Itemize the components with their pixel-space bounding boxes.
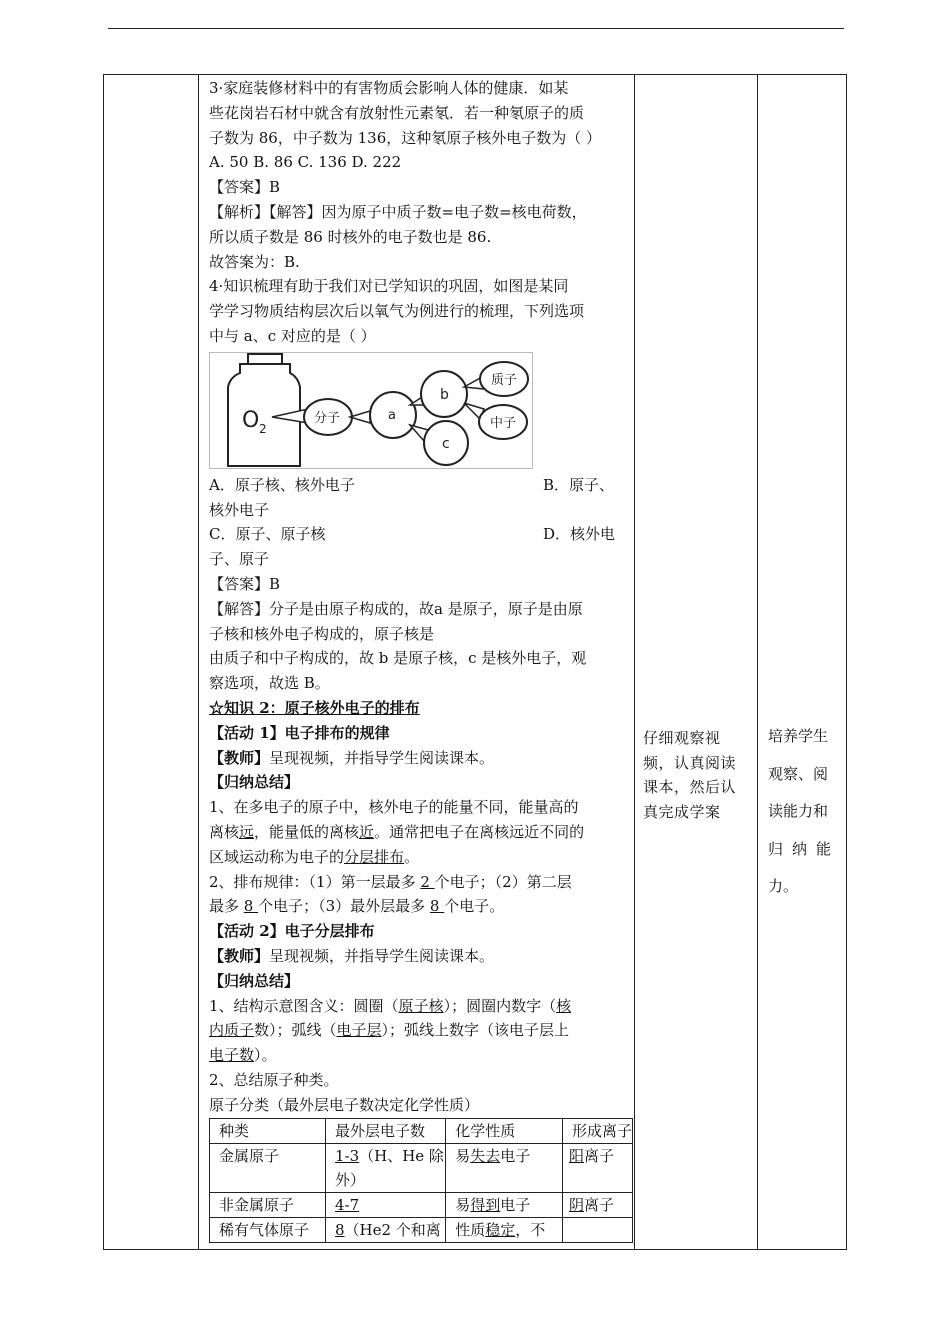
q3-answer: 【答案】B xyxy=(209,178,281,197)
teacher-tag: 【教师】 xyxy=(209,748,270,767)
table-row xyxy=(210,1218,633,1243)
text-run: 电子 xyxy=(500,1196,531,1215)
atom-types-intro: 2、总结原子种类。 xyxy=(209,1070,339,1089)
summary-heading xyxy=(209,770,633,795)
table-cell: 非金属原子 xyxy=(210,1193,326,1218)
q4-text: 学学习物质结构层次后以氧气为例进行的梳理，下列选项 xyxy=(209,302,585,321)
q4-solution: 【解答】分子是由原子构成的，故a 是原子，原子是由原 xyxy=(209,599,583,618)
blank-answer: 阳 xyxy=(568,1147,584,1166)
teaching-content xyxy=(209,76,633,1243)
blank-answer: 阴 xyxy=(568,1196,584,1215)
blank-answer: 稳定 xyxy=(485,1221,516,1240)
q4-answer: 【答案】B xyxy=(209,574,281,593)
q4-option-d: D．核外电 xyxy=(543,525,616,544)
column-divider xyxy=(634,74,635,1250)
table-cell xyxy=(562,1218,632,1243)
text-run: 。 xyxy=(404,847,420,866)
table-header-row xyxy=(210,1119,633,1144)
rule-text xyxy=(209,894,633,919)
table-cell: 稀有气体原子 xyxy=(210,1218,326,1243)
table-cell: 金属原子 xyxy=(210,1144,326,1193)
teacher-note xyxy=(209,944,633,969)
label-a: a xyxy=(388,407,396,423)
rule-text xyxy=(209,820,633,845)
design-intent-column xyxy=(768,718,840,906)
design-intent-line: 培养学生 xyxy=(768,727,829,745)
blank-answer: 电子层 xyxy=(336,1021,382,1040)
text-run: ）；圆圈内数字（ xyxy=(443,996,557,1015)
blank-answer: 原子核 xyxy=(398,996,444,1015)
text-run: （H、He 除 xyxy=(359,1147,444,1166)
blank-answer: 4-7 xyxy=(334,1196,360,1215)
rule-text: 1、在多电子的原子中，核外电子的能量不同，能量高的 xyxy=(209,798,579,817)
blank-answer: 8 xyxy=(243,897,259,916)
q3-text: 些花岗岩石材中就含有放射性元素氡．若一种氡原子的质 xyxy=(209,103,585,122)
diagram-meaning xyxy=(209,1043,633,1068)
blank-answer: 2 xyxy=(420,872,435,891)
column-divider xyxy=(757,74,758,1250)
table-row xyxy=(210,1193,633,1218)
text-run: 最多 xyxy=(209,897,244,916)
text-run: 个电子；（3）最外层最多 xyxy=(258,897,430,916)
column-divider xyxy=(198,74,199,1250)
q4-option-d-cont: 子、原子 xyxy=(209,550,270,569)
activity-2-title xyxy=(209,919,633,944)
column-header: 最外层电子数 xyxy=(325,1119,445,1144)
structure-drawing xyxy=(210,353,532,468)
blank-answer: 1-3 xyxy=(334,1147,360,1166)
activity-1-heading: 【活动 1】电子排布的规律 xyxy=(209,723,390,742)
q4-options-row xyxy=(209,522,633,547)
blank-answer: 失去 xyxy=(470,1147,501,1166)
label-c: c xyxy=(442,435,450,452)
q3-conclusion: 故答案为：B. xyxy=(209,252,300,271)
diagram-meaning xyxy=(209,1018,633,1043)
table-cell xyxy=(562,1144,632,1193)
table-cell xyxy=(446,1193,563,1218)
table-cell xyxy=(446,1218,563,1243)
q4-text: 4·知识梳理有助于我们对已学知识的巩固，如图是某同 xyxy=(209,277,569,296)
text-run: 1、结构示意图含义：圆圈（ xyxy=(209,996,399,1015)
q3-text: 子数为 86，中子数为 136，这种氡原子核外电子数为（ ） xyxy=(209,128,602,147)
atom-classification-caption: 原子分类（最外层电子数决定化学性质） xyxy=(209,1095,480,1114)
text-run: 离子 xyxy=(583,1147,614,1166)
header-rule xyxy=(108,28,844,29)
text-run: 数）；弧线（ xyxy=(254,1021,337,1040)
q4-option-a: A．原子核、核外电子 xyxy=(209,475,355,494)
summary-heading xyxy=(209,969,633,994)
design-intent-line: 归纳能 xyxy=(768,839,841,858)
q3-options: A. 50 B. 86 C. 136 D. 222 xyxy=(209,153,402,172)
q4-option-c: C．原子、原子核 xyxy=(209,525,326,544)
atom-classification-table xyxy=(209,1118,633,1243)
label-b: b xyxy=(440,386,449,403)
table-cell xyxy=(325,1144,445,1193)
text-run: 外） xyxy=(334,1171,365,1190)
text-run: ）。 xyxy=(254,1046,277,1065)
bottle-label: O xyxy=(242,407,260,433)
student-activity-line: 真完成学案 xyxy=(643,802,721,821)
student-activity-line: 频，认真阅读 xyxy=(643,753,737,772)
text-run: 个电子；（2）第二层 xyxy=(434,872,572,891)
q4-solution: 察选项，故选 B。 xyxy=(209,674,330,693)
blank-answer: 8 xyxy=(429,897,445,916)
text-run: ，能量低的离核 xyxy=(254,822,360,841)
design-intent-line: 力。 xyxy=(768,877,799,895)
text-run: 易 xyxy=(455,1147,471,1166)
student-activity-line: 课本，然后认 xyxy=(643,778,737,796)
connector xyxy=(272,409,308,423)
blank-answer: 电子数 xyxy=(209,1046,255,1065)
text-run: 个电子。 xyxy=(444,897,505,916)
teacher-text: 呈现视频，并指导学生阅读课本。 xyxy=(269,946,495,965)
q4-option-b-cont: 核外电子 xyxy=(209,500,270,519)
table-cell xyxy=(446,1144,563,1193)
knowledge-2-heading: ☆知识 2：原子核外电子的排布 xyxy=(209,698,420,717)
text-run: 性质 xyxy=(455,1221,486,1240)
q4-options-row xyxy=(209,473,633,498)
activity-1-title xyxy=(209,721,633,746)
summary-tag: 【归纳总结】 xyxy=(209,971,300,990)
blank-answer: 内质子 xyxy=(209,1021,255,1040)
blank-answer: 远 xyxy=(239,822,255,841)
column-header: 种类 xyxy=(210,1119,326,1144)
q4-text: 中与 a、c 对应的是（ ） xyxy=(209,326,376,345)
rule-text xyxy=(209,870,633,895)
design-intent-line: 读能力和 xyxy=(768,802,829,820)
table-cell xyxy=(562,1193,632,1218)
teacher-text: 呈现视频，并指导学生阅读课本。 xyxy=(269,748,495,767)
connector xyxy=(350,411,370,423)
text-run: ，不 xyxy=(515,1221,546,1240)
text-run: 区域运动称为电子的 xyxy=(209,847,345,866)
blank-answer: 分层排布 xyxy=(344,847,405,866)
summary-tag: 【归纳总结】 xyxy=(209,773,300,792)
text-run: 2、排布规律：（1）第一层最多 xyxy=(209,872,421,891)
text-run: 易 xyxy=(455,1196,471,1215)
text-run: 离子 xyxy=(583,1196,614,1215)
activity-2-heading: 【活动 2】电子分层排布 xyxy=(209,922,375,941)
text-run: ）；弧线上数字（该电子层上 xyxy=(381,1021,570,1040)
student-activity-line: 仔细观察视 xyxy=(643,729,721,747)
blank-answer: 核 xyxy=(556,996,572,1015)
blank-answer: 近 xyxy=(359,822,375,841)
table-cell xyxy=(325,1218,445,1243)
oxygen-structure-diagram xyxy=(209,352,533,469)
text-run: （He2 个和离 xyxy=(344,1221,441,1240)
q3-analysis: 所以质子数是 86 时核外的电子数也是 86. xyxy=(209,227,492,246)
proton-label: 质子 xyxy=(491,372,518,388)
column-header: 化学性质 xyxy=(446,1119,563,1144)
blank-answer: 得到 xyxy=(470,1196,501,1215)
text-run: 电子 xyxy=(500,1147,531,1166)
knowledge-2-title xyxy=(209,696,633,721)
molecule-label: 分子 xyxy=(314,410,341,426)
teacher-tag: 【教师】 xyxy=(209,946,270,965)
text-run: 离核 xyxy=(209,822,240,841)
q3-text: 3·家庭装修材料中的有害物质会影响人体的健康．如某 xyxy=(209,79,569,97)
design-intent-line: 观察、阅 xyxy=(768,764,829,783)
table-cell xyxy=(325,1193,445,1218)
teacher-note xyxy=(209,746,633,771)
student-activity-column xyxy=(643,726,751,824)
rule-text xyxy=(209,845,633,870)
diagram-meaning xyxy=(209,994,633,1019)
q4-solution: 子核和核外电子构成的，原子核是 xyxy=(209,624,435,643)
column-header: 形成离子 xyxy=(562,1119,632,1144)
blank-answer: 8 xyxy=(334,1221,345,1240)
table-row xyxy=(210,1144,633,1193)
neutron-label: 中子 xyxy=(490,415,517,431)
bottle-stopper xyxy=(248,354,282,364)
q4-option-b: B．原子、 xyxy=(543,475,615,494)
q4-solution: 由质子和中子构成的，故 b 是原子核，c 是核外电子，观 xyxy=(209,649,587,668)
q3-analysis: 【解析】【解答】因为原子中质子数=电子数=核电荷数， xyxy=(209,202,587,221)
bottle-subscript: 2 xyxy=(259,421,267,436)
text-run: 。通常把电子在离核远近不同的 xyxy=(374,822,585,841)
